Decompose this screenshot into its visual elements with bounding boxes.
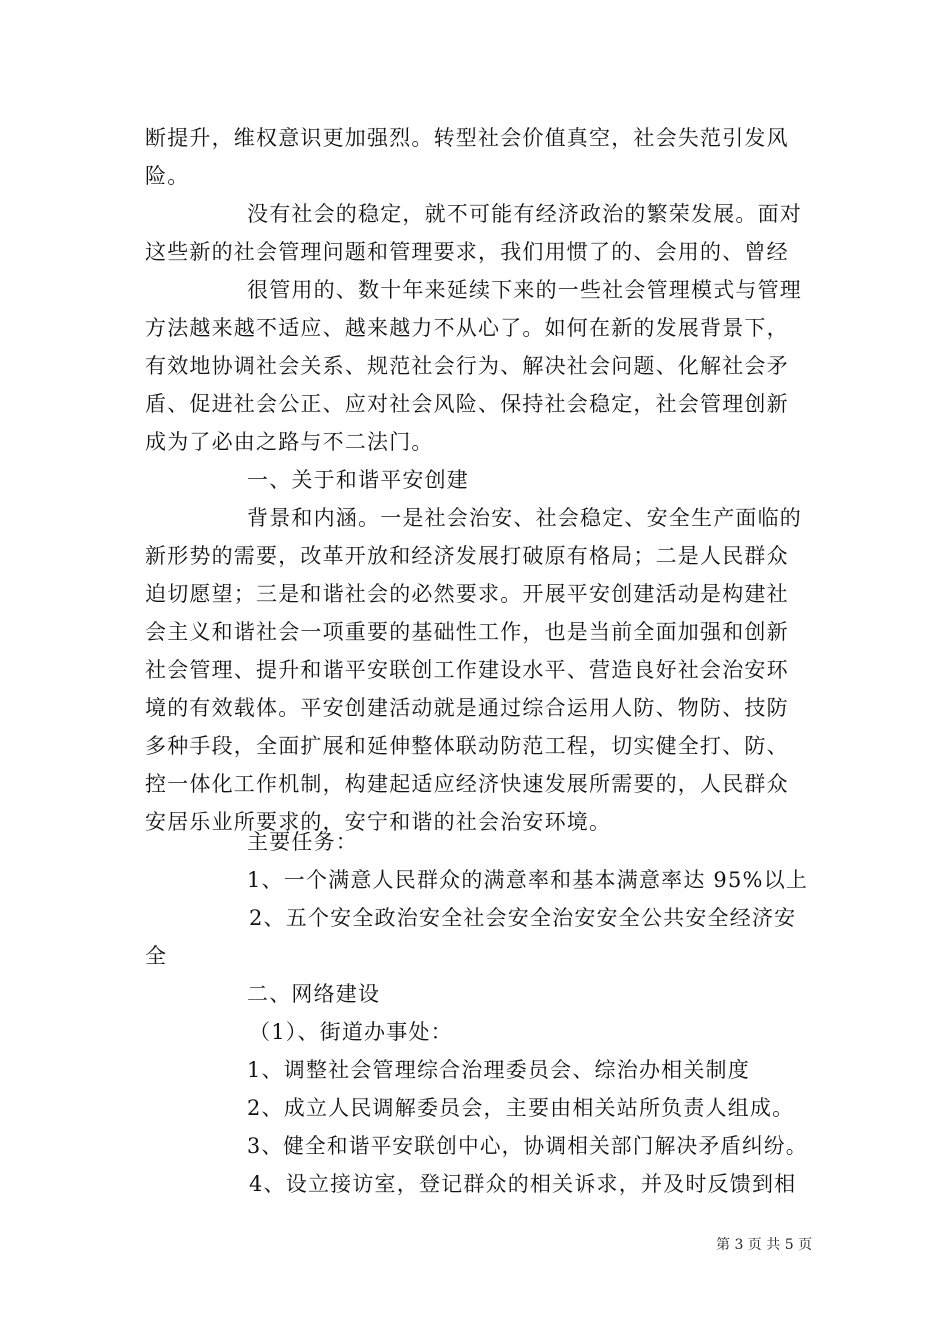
text-line: 迫切愿望；三是和谐社会的必然要求。开展平安创建活动是构建社 (145, 582, 789, 606)
section-heading: 二、网络建设 (247, 982, 381, 1006)
text-line: 背景和内涵。一是社会治安、社会稳定、安全生产面临的 (247, 506, 802, 530)
list-item: 1、调整社会管理综合治理委员会、综治办相关制度 (247, 1058, 750, 1082)
subheading: （1）、街道办事处： (249, 1020, 453, 1044)
text-line: 安居乐业所要求的，安宁和谐的社会治安环境。 (145, 810, 612, 834)
text-line: 成为了必由之路与不二法门。 (145, 430, 434, 454)
section-heading: 一、关于和谐平安创建 (247, 468, 469, 492)
text-line: 有效地协调社会关系、规范社会行为、解决社会问题、化解社会矛 (145, 354, 789, 378)
text-line: 盾、促进社会公正、应对社会风险、保持社会稳定，社会管理创新 (145, 392, 789, 416)
subheading: 主要任务： (247, 830, 358, 854)
page-number: 第 3 页 共 5 页 (716, 1237, 813, 1253)
text-line: 社会管理、提升和谐平安联创工作建设水平、营造良好社会治安环 (145, 658, 789, 682)
text-line: 方法越来越不适应、越来越力不从心了。如何在新的发展背景下， (145, 316, 789, 340)
text-line: 新形势的需要，改革开放和经济发展打破原有格局；二是人民群众 (145, 544, 789, 568)
list-item: 2、成立人民调解委员会，主要由相关站所负责人组成。 (247, 1096, 795, 1120)
list-item: 3、健全和谐平安联创中心，协调相关部门解决矛盾纠纷。 (247, 1134, 808, 1158)
text-line: 多种手段，全面扩展和延伸整体联动防范工程，切实健全打、防、 (145, 734, 789, 758)
list-item: 1、一个满意人民群众的满意率和基本满意率达 95%以上 (247, 868, 809, 892)
text-line: 险。 (145, 164, 190, 188)
text-line: 控一体化工作机制，构建起适应经济快速发展所需要的，人民群众 (145, 772, 789, 796)
list-item: 4、设立接访室，登记群众的相关诉求，并及时反馈到相 (249, 1172, 797, 1196)
text-line: 很管用的、数十年来延续下来的一些社会管理模式与管理 (247, 278, 802, 302)
text-line: 会主义和谐社会一项重要的基础性工作，也是当前全面加强和创新 (145, 620, 789, 644)
text-line: 这些新的社会管理问题和管理要求，我们用惯了的、会用的、曾经 (145, 240, 789, 264)
list-item: 2、五个安全政治安全社会安全治安安全公共安全经济安 (249, 906, 797, 930)
text-line: 断提升，维权意识更加强烈。转型社会价值真空，社会失范引发风 (145, 126, 789, 150)
text-line: 全 (145, 944, 168, 968)
text-line: 境的有效载体。平安创建活动就是通过综合运用人防、物防、技防 (145, 696, 789, 720)
text-line: 没有社会的稳定，就不可能有经济政治的繁荣发展。面对 (247, 202, 802, 226)
